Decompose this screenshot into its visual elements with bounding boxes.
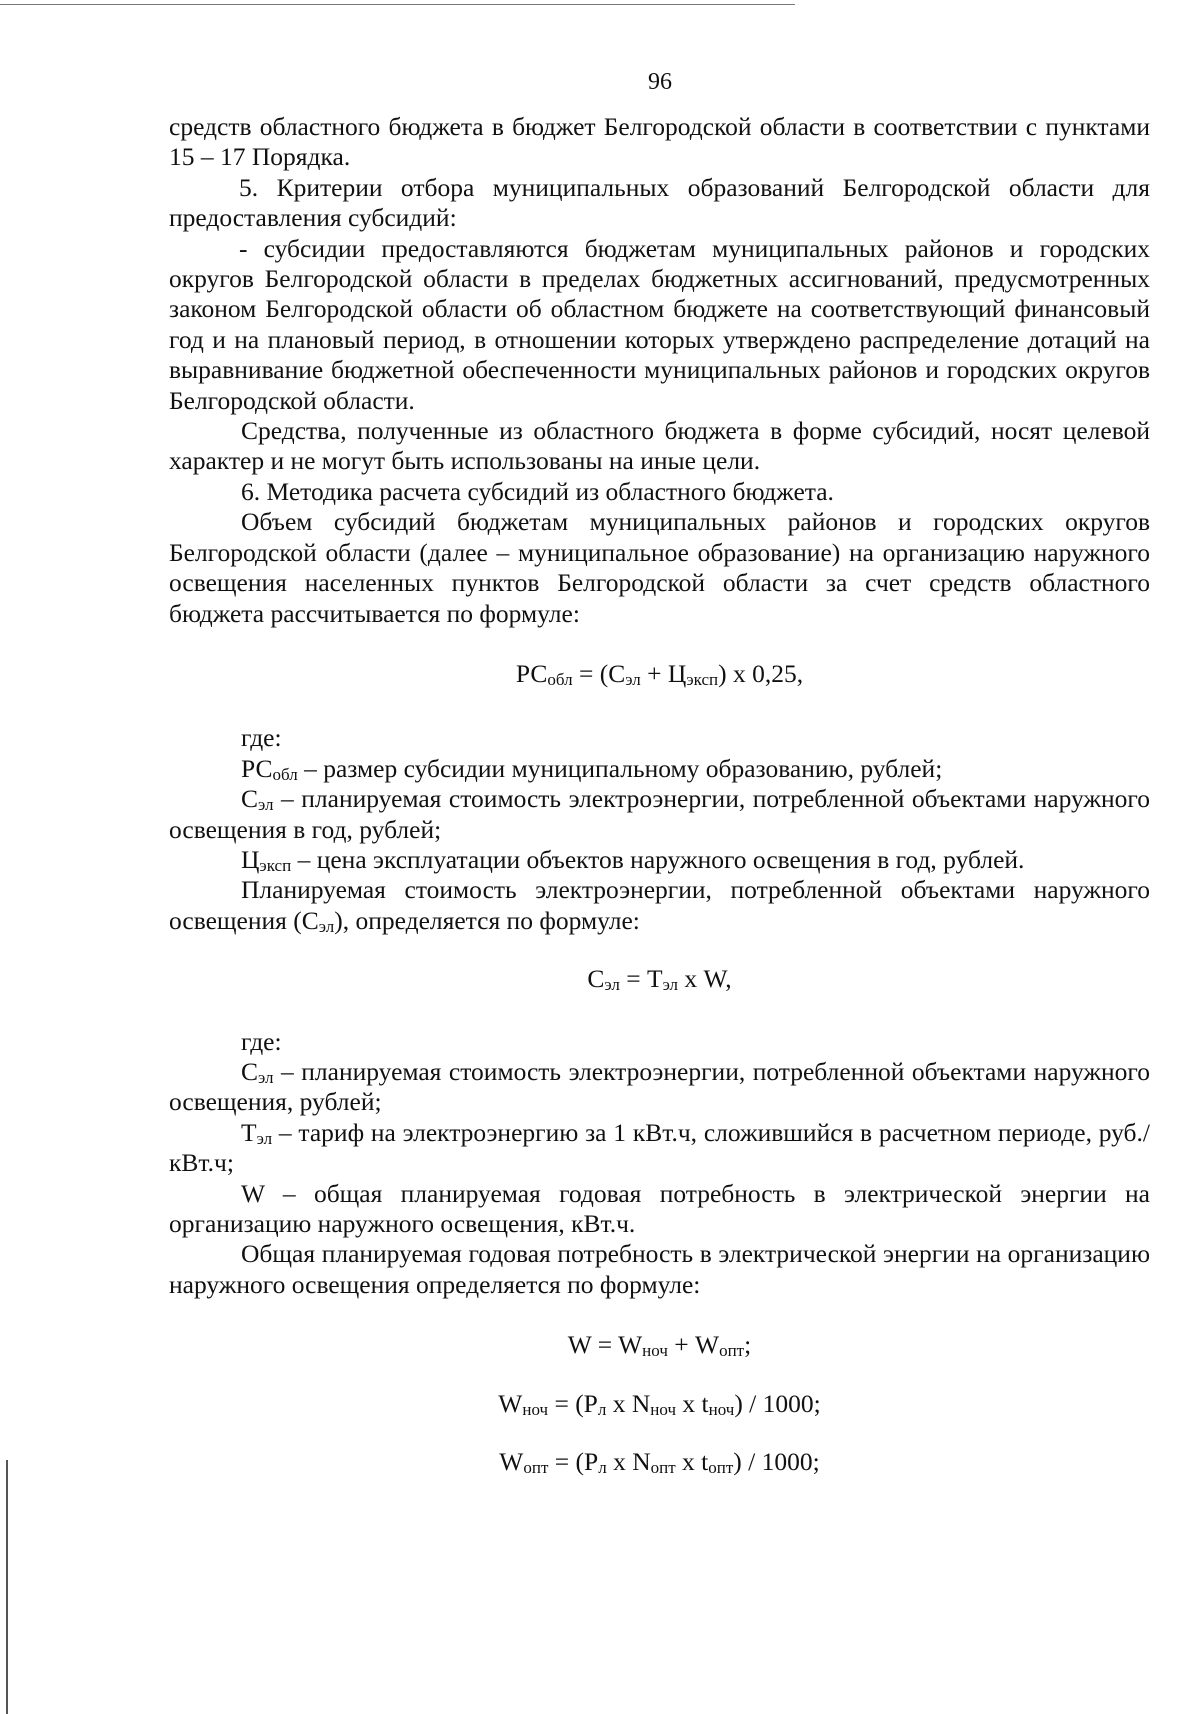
formula-electricity-cost	[169, 964, 1150, 994]
formula-night-demand	[169, 1389, 1150, 1419]
formula-text: = Т	[619, 964, 663, 994]
formula-text: ) х 0,25,	[718, 658, 804, 688]
paragraph-text: ), определяется по формуле:	[334, 905, 640, 935]
definition-subsidy-size	[169, 754, 1150, 784]
formula-text: С	[587, 964, 605, 994]
definition-text: – тариф на электроэнергию за 1 кВт.ч, сложившийся в расчетном периоде, руб./кВт.ч;	[169, 1117, 1150, 1178]
paragraph-subsidy-volume: Объем субсидий бюджетам муниципальных районов и городских округов Белгородской области (далее – муниципальное образование) на организацию наружного освещения населенных пунктов Белгородской области за счет средств областного бюджета рассчитывается по формуле:	[169, 507, 1150, 628]
definition-text: – планируемая стоимость электроэнергии, потребленной объектами наружного освещения в год, рублей;	[169, 784, 1150, 844]
formula-text: х W,	[678, 964, 732, 994]
definition-electricity-cost-2	[169, 1057, 1150, 1118]
definition-annual-demand: W – общая планируемая годовая потребность в электрической энергии на организацию наружного освещения, кВт.ч.	[169, 1178, 1150, 1238]
paragraph-selection-criteria: 5. Критерии отбора муниципальных образований Белгородской области для предоставления субсидий:	[169, 172, 1150, 233]
formula-text: х t	[675, 1447, 709, 1477]
definition-symbol: С	[241, 784, 259, 814]
definition-symbol: Ц	[241, 844, 260, 874]
formula-subscript: ноч	[708, 1399, 735, 1419]
formula-text: = (Р	[548, 1388, 598, 1418]
where-label: где:	[241, 1026, 282, 1056]
formula-subscript: ноч	[642, 1341, 668, 1361]
definition-text: – планируемая стоимость электроэнергии, потребленной объектами наружного освещения, рублей;	[169, 1056, 1150, 1117]
paragraph-electricity-cost	[169, 875, 1150, 936]
paragraph-subsidy-conditions: - субсидии предоставляются бюджетам муниципальных районов и городских округов Белгородской области в пределах бюджетных ассигнований, предусмотренных законом Белгородской области об областном бюджете на соответствующий финансовый год и на плановый период, в отношении которых утверждено распределение дотаций на выравнивание бюджетной обеспеченности муниципальных районов и городских округов Белгородской области.	[169, 233, 1150, 415]
formula-subscript: ноч	[522, 1399, 549, 1419]
definition-electricity-cost	[169, 784, 1150, 845]
formula-subsidy	[169, 659, 1150, 689]
page-number: 96	[648, 69, 672, 95]
formula-text: ;	[744, 1330, 752, 1360]
definition-subscript: эксп	[259, 855, 292, 875]
definition-subscript: эл	[258, 795, 274, 815]
formula-text: = (Р	[548, 1447, 599, 1477]
formula-optimal-demand	[169, 1447, 1150, 1477]
formula-subscript: опт	[523, 1458, 549, 1478]
definition-tariff	[169, 1118, 1150, 1179]
definition-text: – размер субсидии муниципальному образованию, рублей;	[297, 753, 943, 783]
formula-text: РС	[515, 658, 548, 688]
formula-subscript: эл	[625, 669, 641, 689]
definition-symbol: С	[241, 1056, 259, 1086]
formula-text: + Ц	[640, 658, 687, 688]
formula-subscript: опт	[719, 1341, 745, 1361]
definition-subscript: эл	[256, 1128, 273, 1148]
definition-text: – цена эксплуатации объектов наружного освещения в год, рублей.	[291, 844, 1025, 874]
definition-subscript: эл	[258, 1067, 274, 1087]
paragraph-annual-demand: Общая планируемая годовая потребность в электрической энергии на организацию наружного освещения определяется по формуле:	[169, 1239, 1150, 1299]
formula-text: W	[498, 1388, 523, 1418]
formula-text: + W	[667, 1330, 720, 1360]
definition-subscript: обл	[272, 764, 298, 784]
paragraph-method-heading: 6. Методика расчета субсидий из областного бюджета.	[241, 476, 834, 506]
formula-text: W	[499, 1447, 524, 1477]
paragraph-target-use: Средства, полученные из областного бюджета в форме субсидий, носят целевой характер и не могут быть использованы на иные цели.	[169, 416, 1150, 476]
paragraph-text: Планируемая стоимость электроэнергии, потребленной объектами наружного освещения (С	[169, 875, 1150, 935]
where-label: где:	[241, 723, 282, 753]
formula-text: ) / 1000;	[733, 1447, 820, 1477]
formula-subscript: ноч	[650, 1399, 676, 1419]
formula-total-demand	[169, 1330, 1150, 1360]
formula-subscript: обл	[547, 669, 573, 689]
formula-subscript: эл	[662, 975, 679, 995]
formula-subscript: эксп	[686, 669, 719, 689]
formula-text: х N	[606, 1447, 651, 1477]
formula-subscript: опт	[708, 1458, 734, 1478]
definition-symbol: РС	[241, 753, 273, 783]
left-scan-rule	[6, 1460, 8, 1714]
definition-operation-price	[169, 845, 1150, 875]
formula-subscript: опт	[650, 1458, 676, 1478]
top-scan-rule	[0, 4, 795, 5]
formula-text: = (С	[572, 658, 626, 688]
formula-subscript: л	[598, 1458, 607, 1478]
paragraph-budget-transfer: средств областного бюджета в бюджет Белгородской области в соответствии с пунктами 15 – 17 Порядка.	[169, 112, 1150, 172]
formula-text: х N	[606, 1388, 651, 1418]
formula-text: ) / 1000;	[734, 1388, 821, 1418]
formula-subscript: эл	[604, 975, 620, 995]
document-body	[169, 112, 1150, 1477]
definition-symbol: Т	[241, 1117, 257, 1147]
formula-subscript: л	[597, 1399, 607, 1419]
paragraph-subscript: эл	[318, 916, 335, 936]
formula-text: W = W	[567, 1330, 643, 1360]
formula-text: х t	[676, 1388, 709, 1418]
